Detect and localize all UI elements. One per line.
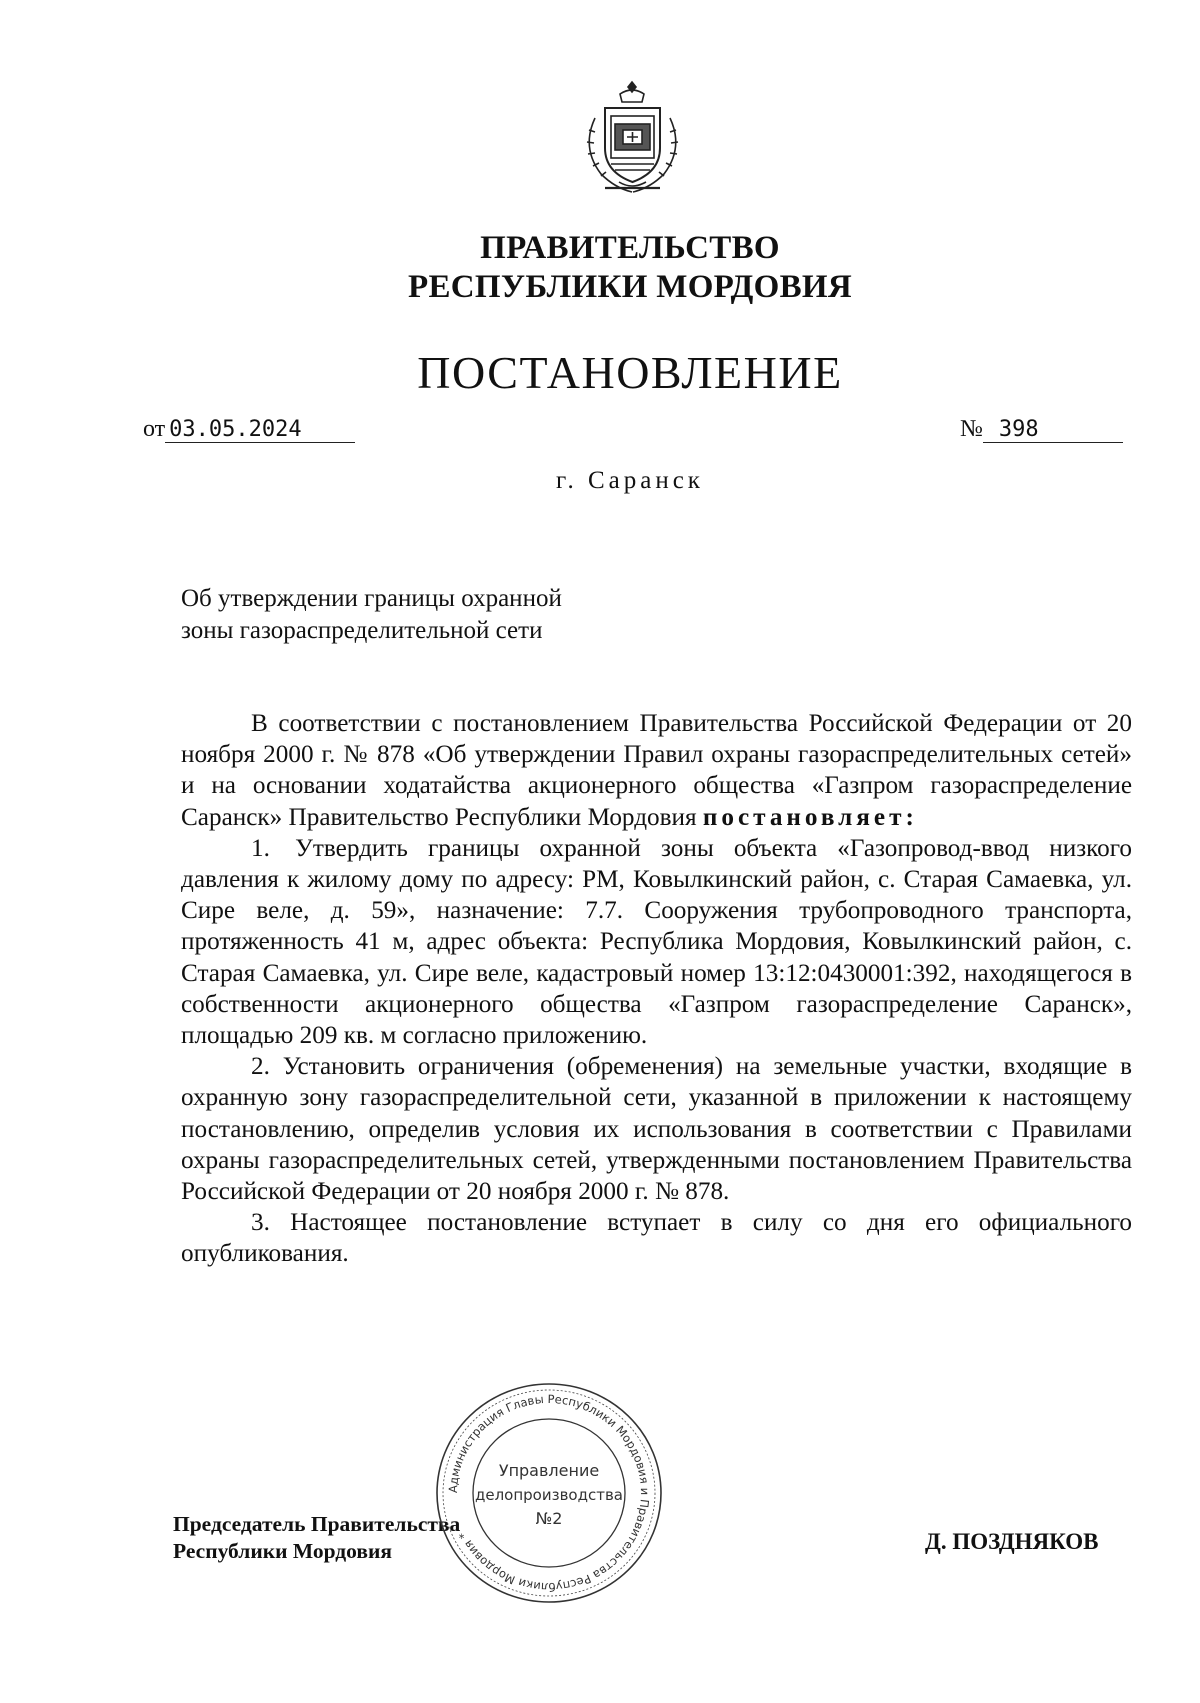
document-subject [181, 583, 681, 647]
stamp-center-line3: №2 [535, 1509, 563, 1528]
intro-paragraph [181, 708, 1132, 833]
signatory-title [173, 1511, 460, 1565]
number-prefix: № [960, 416, 983, 442]
date-prefix: от [143, 416, 166, 442]
organization-name-line1: ПРАВИТЕЛЬСТВО [480, 230, 780, 266]
item-1-paragraph: 1. Утвердить границы охранной зоны объекта «Газопровод-ввод низкого давления к жилому дому по адресу: РМ, Ковылкинский район, с. Старая Самаевка, ул. Сире веле, д. 59», назначение: 7.7. Сооружения трубопроводного транспорта, протяженность 41 м, адрес объекта: Республика Мордовия, Ковылкинский район, с. Старая Самаевка, ул. Сире веле, кадастровый номер 13:12:0430001:392, находящегося в собственности акционерного общества «Газпром газораспределение Саранск», площадью 209 кв. м согласно приложению. [181, 834, 1132, 1050]
signatory-title-line1: Председатель Правительства [173, 1512, 461, 1536]
official-stamp [433, 1380, 665, 1606]
item-2-paragraph: 2. Установить ограничения (обременения) на земельные участки, входящие в охранную зону газораспределительной сети, указанной в приложении к настоящему постановлению, определив условия их использования в соответствии с Правилами охраны газораспределительных сетей, утвержденными постановлением Правительства Российской Федерации от 20 ноября 2000 г. № 878. [181, 1053, 1132, 1206]
document-date [143, 416, 355, 443]
document-city: г. Саранск [556, 467, 704, 494]
document-number [960, 416, 1123, 443]
coat-of-arms-emblem [575, 78, 690, 196]
subject-line1: Об утверждении границы охранной [181, 585, 562, 612]
stamp-center-line2: делопроизводства [474, 1486, 624, 1504]
number-value: 398 [998, 417, 1039, 442]
stamp-center-line1: Управление [498, 1461, 600, 1480]
resolves-keyword: постановляет: [702, 803, 918, 831]
subject-line2: зоны газораспределительной сети [181, 617, 543, 644]
signatory-title-line2: Республики Мордовия [173, 1539, 393, 1563]
document-body [181, 708, 1132, 1270]
signatory-name: Д. ПОЗДНЯКОВ [925, 1529, 1099, 1554]
date-value: 03.05.2024 [169, 417, 302, 442]
stamp-ring-text: Администрация Главы Республики Мордовия и Правительства Республики Мордовия * [445, 1391, 653, 1595]
item-3-paragraph: 3. Настоящее постановление вступает в силу со дня его официального опубликования. [181, 1209, 1132, 1268]
document-type-title: ПОСТАНОВЛЕНИЕ [417, 347, 843, 398]
intro-text: В соответствии с постановлением Правительства Российской Федерации от 20 ноября 2000 г. № 878 «Об утверждении Правил охраны газораспределительных сетей» и на основании ходатайства акционерного общества «Газпром газораспределение Саранск» Правительство Республики Мордовия [181, 710, 1132, 831]
organization-name-line2: РЕСПУБЛИКИ МОРДОВИЯ [407, 269, 852, 305]
